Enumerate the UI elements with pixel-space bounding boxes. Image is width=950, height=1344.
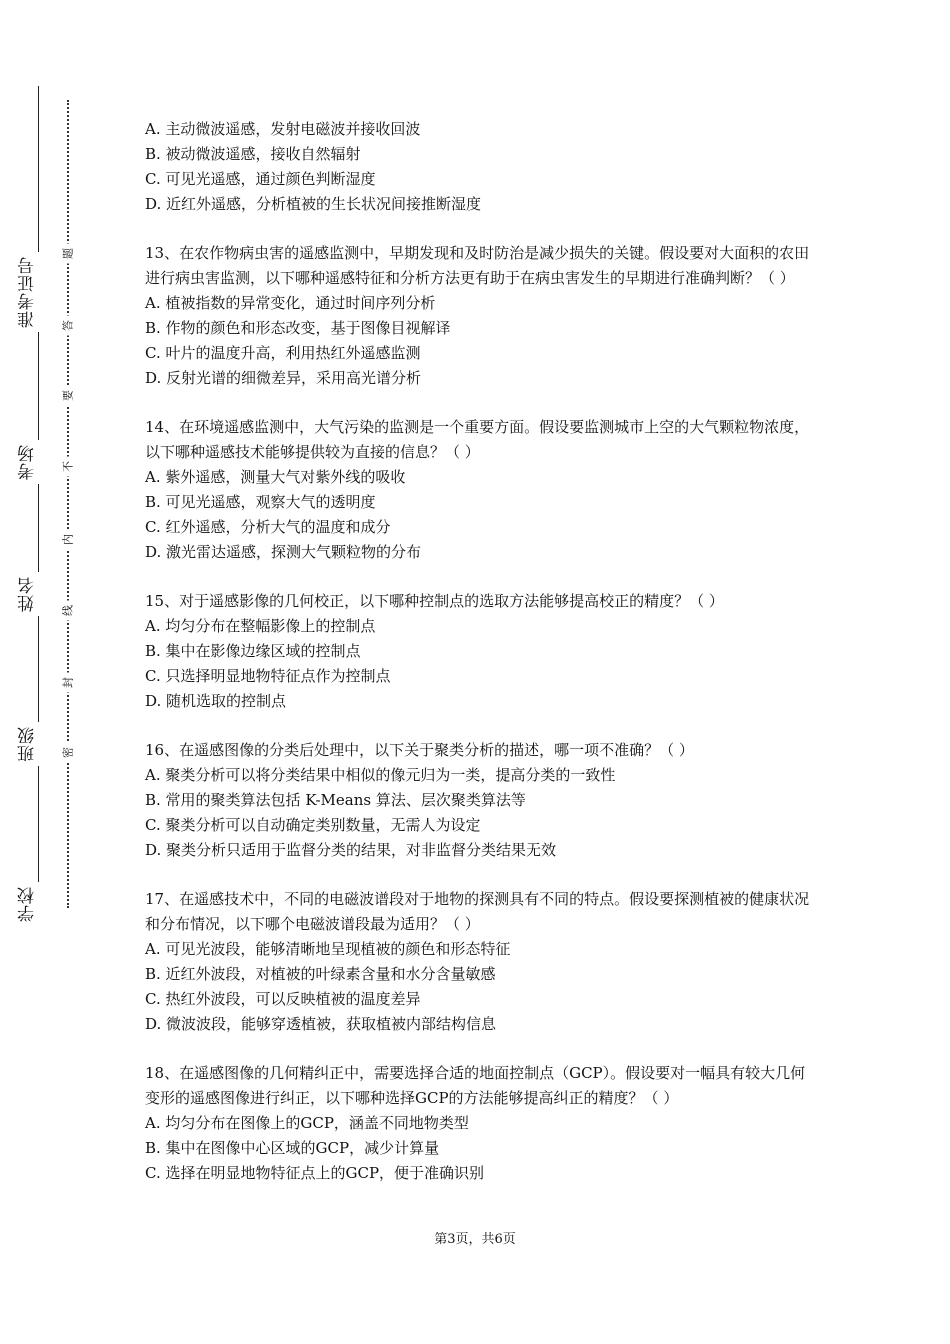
option-b: B. 作物的颜色和形态改变，基于图像目视解译: [145, 319, 451, 337]
option-d: D. 近红外遥感，分析植被的生长状况间接推断湿度: [145, 195, 482, 213]
question-13: [145, 241, 810, 391]
question-16: [145, 738, 810, 863]
option-a: A. 植被指数的异常变化，通过时间序列分析: [145, 294, 436, 312]
seal-char: 封: [61, 673, 76, 693]
question-stem: 13、在农作物病虫害的遥感监测中，早期发现和及时防治是减少损失的关键。假设要对大面积的农田进行病虫害监测，以下哪种遥感特征和分析方法更有助于在病虫害发生的早期进行准确判断？（ ）: [145, 244, 810, 287]
seal-char: 线: [61, 601, 76, 621]
option-d: D. 聚类分析只适用于监督分类的结果，对非监督分类结果无效: [145, 841, 557, 859]
question-17: [145, 887, 810, 1037]
seal-char: 题: [61, 244, 76, 264]
option-b: B. 近红外波段，对植被的叶绿素含量和水分含量敏感: [145, 965, 496, 983]
binding-solid-line: [38, 86, 39, 926]
option-b: B. 常用的聚类算法包括 K-Means 算法、层次聚类算法等: [145, 791, 526, 809]
seal-char: 要: [61, 386, 76, 406]
option-c: C. 可见光遥感，通过颜色判断湿度: [145, 170, 376, 188]
question-stem: 14、在环境遥感监测中，大气污染的监测是一个重要方面。假设要监测城市上空的大气颗粒物浓度，以下哪种遥感技术能够提供较为直接的信息？（ ）: [145, 418, 810, 461]
field-class: 班级: [20, 722, 60, 766]
seal-char: 内: [61, 530, 76, 550]
option-c: C. 只选择明显地物特征点作为控制点: [145, 667, 391, 685]
option-c: C. 热红外波段，可以反映植被的温度差异: [145, 990, 421, 1008]
option-b: B. 集中在图像中心区域的GCP，减少计算量: [145, 1139, 440, 1157]
option-a: A. 聚类分析可以将分类结果中相似的像元归为一类，提高分类的一致性: [145, 766, 616, 784]
question-stem: 18、在遥感图像的几何精纠正中，需要选择合适的地面控制点（GCP）。假设要对一幅具有较大几何变形的遥感图像进行纠正，以下哪种选择GCP的方法能够提高纠正的精度？（ ）: [145, 1064, 806, 1107]
option-a: A. 均匀分布在整幅影像上的控制点: [145, 617, 376, 635]
seal-char: 答: [61, 316, 76, 336]
option-a: A. 均匀分布在图像上的GCP，涵盖不同地物类型: [145, 1114, 469, 1132]
option-a: A. 紫外遥感，测量大气对紫外线的吸收: [145, 468, 406, 486]
field-name: 姓名: [20, 572, 60, 616]
question-stem: 17、在遥感技术中，不同的电磁波谱段对于地物的探测具有不同的特点。假设要探测植被的健康状况和分布情况，以下哪个电磁波谱段最为适用？（ ）: [145, 890, 810, 933]
question-12-continued: [145, 117, 810, 217]
option-b: B. 被动微波遥感，接收自然辐射: [145, 145, 361, 163]
field-exam-room: 考场: [20, 440, 60, 484]
binding-margin: [0, 0, 100, 1344]
option-c: C. 叶片的温度升高，利用热红外遥感监测: [145, 344, 421, 362]
seal-char: 不: [61, 457, 76, 477]
seal-dotted-line: [67, 100, 69, 908]
option-d: D. 微波波段，能够穿透植被，获取植被内部结构信息: [145, 1015, 497, 1033]
field-school: 学校: [20, 882, 60, 926]
option-d: D. 随机选取的控制点: [145, 692, 287, 710]
question-stem: 16、在遥感图像的分类后处理中，以下关于聚类分析的描述，哪一项不准确？（ ）: [145, 741, 694, 759]
option-a: A. 可见光波段，能够清晰地呈现植被的颜色和形态特征: [145, 940, 511, 958]
question-content: [145, 117, 810, 1210]
seal-char: 密: [61, 743, 76, 763]
page-number: 第3页，共6页: [434, 1232, 516, 1247]
option-a: A. 主动微波遥感，发射电磁波并接收回波: [145, 120, 421, 138]
question-stem: 15、对于遥感影像的几何校正，以下哪种控制点的选取方法能够提高校正的精度？（ ）: [145, 592, 724, 610]
option-b: B. 集中在影像边缘区域的控制点: [145, 642, 361, 660]
question-15: [145, 589, 810, 714]
option-c: C. 红外遥感，分析大气的温度和成分: [145, 518, 391, 536]
question-18: [145, 1061, 810, 1186]
question-14: [145, 415, 810, 565]
option-b: B. 可见光遥感，观察大气的透明度: [145, 493, 376, 511]
option-c: C. 聚类分析可以自动确定类别数量，无需人为设定: [145, 816, 481, 834]
field-exam-number: 准考证号: [20, 252, 60, 332]
option-c: C. 选择在明显地物特征点上的GCP，便于准确识别: [145, 1164, 485, 1182]
option-d: D. 反射光谱的细微差异，采用高光谱分析: [145, 369, 422, 387]
option-d: D. 激光雷达遥感，探测大气颗粒物的分布: [145, 543, 422, 561]
